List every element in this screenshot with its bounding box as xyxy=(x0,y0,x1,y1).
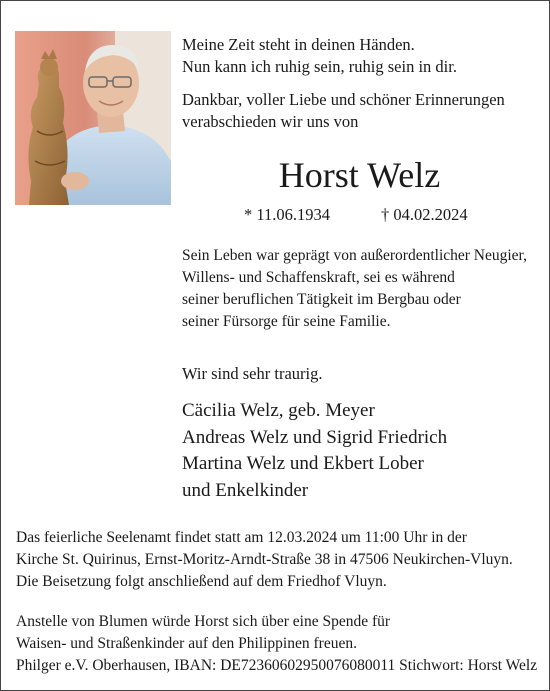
biography-text xyxy=(182,245,527,333)
portrait-image xyxy=(15,31,171,205)
bio-line: Sein Leben war geprägt von außerordentlicher Neugier, xyxy=(182,247,527,264)
family-member: Martina Welz und Ekbert Lober xyxy=(182,453,424,474)
bio-line: seiner Fürsorge für seine Familie. xyxy=(182,313,391,330)
intro-line: Dankbar, voller Liebe und schöner Erinnerungen xyxy=(182,90,505,109)
service-line: Das feierliche Seelenamt findet statt am 12.03.2024 um 11:00 Uhr in der xyxy=(16,529,467,546)
service-line: Kirche St. Quirinus, Ernst-Moritz-Arndt-Straße 38 in 47506 Neukirchen-Vluyn. xyxy=(16,551,513,568)
motto-line: Nun kann ich ruhig sein, ruhig sein in dir. xyxy=(182,57,457,76)
family-member: und Enkelkinder xyxy=(182,479,309,501)
birth-date: * 11.06.1934 xyxy=(244,205,331,224)
death-date: † 04.02.2024 xyxy=(381,205,468,224)
mourning-line: Wir sind sehr traurig. xyxy=(182,364,323,383)
intro-line: verabschieden wir uns von xyxy=(182,112,359,131)
service-info xyxy=(16,527,513,593)
bio-line: seiner beruflichen Tätigkeit im Bergbau oder xyxy=(182,291,461,308)
donation-line: Philger e.V. Oberhausen, IBAN: DE72360602950076080011 Stichwort: Horst Welz xyxy=(16,657,538,674)
portrait-photo xyxy=(15,31,171,205)
service-line: Die Beisetzung folgt anschließend auf dem Friedhof Vluyn. xyxy=(16,573,387,590)
motto-line: Meine Zeit steht in deinen Händen. xyxy=(182,35,415,54)
donation-line: Anstelle von Blumen würde Horst sich über eine Spende für xyxy=(16,613,391,630)
bio-line: Willens- und Schaffenskraft, sei es während xyxy=(182,269,455,286)
donation-info xyxy=(16,611,537,677)
family-member: Andreas Welz und Sigrid Friedrich xyxy=(182,426,448,448)
deceased-name: Horst Welz xyxy=(278,155,441,195)
donation-line: Waisen- und Straßenkinder auf den Philippinen freuen. xyxy=(16,635,357,652)
intro-text xyxy=(182,89,505,133)
family-member: Cäcilia Welz, geb. Meyer xyxy=(182,400,375,421)
family-list xyxy=(182,398,447,504)
motto-verse xyxy=(182,34,457,78)
